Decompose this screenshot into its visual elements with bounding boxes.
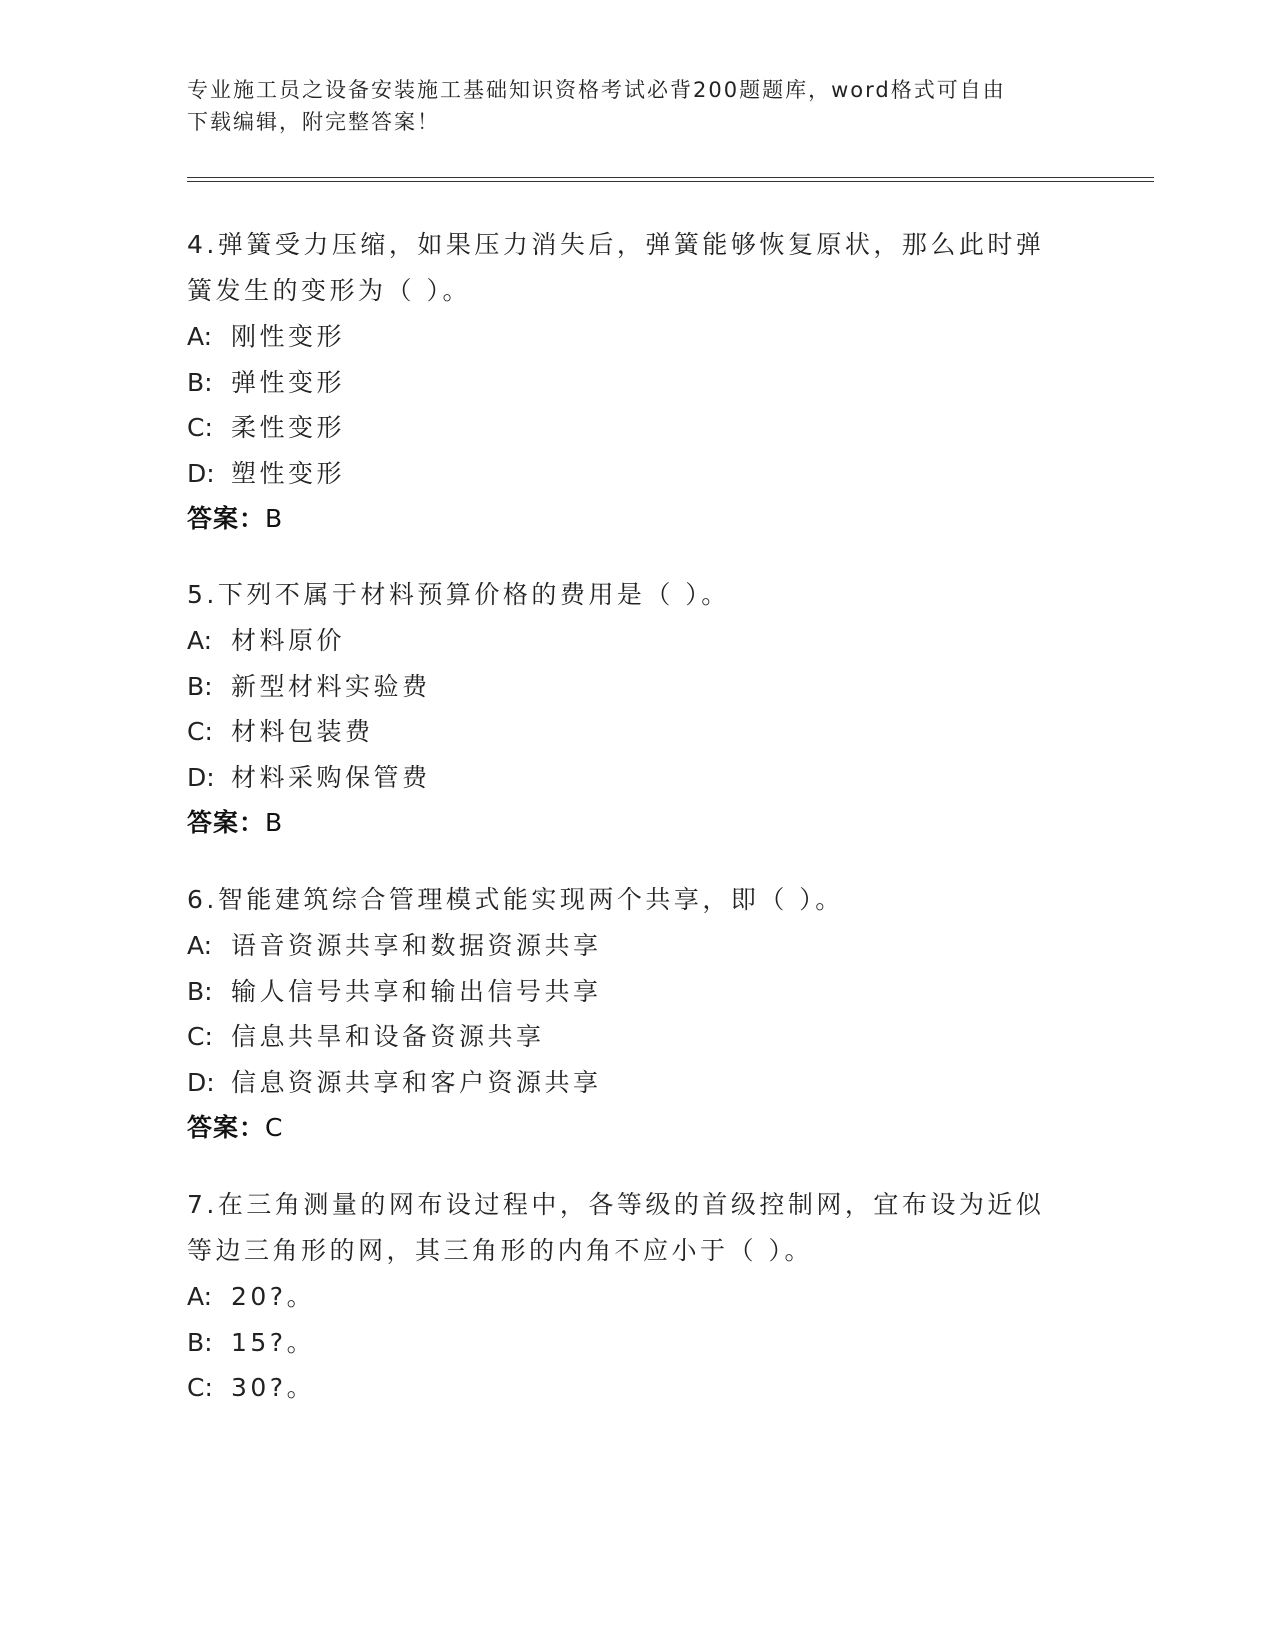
option-letter: D: [187,1067,215,1097]
option-text: 材料包装费 [231,717,374,746]
option-letter: A: [187,931,213,960]
question-5 [187,572,1087,846]
option-text: 刚性变形 [231,322,346,351]
option-letter: A: [187,626,213,655]
option-text: 输人信号共享和输出信号共享 [231,976,602,1006]
option-a [187,1274,1087,1320]
header-divider [187,177,1154,182]
option-letter: C: [187,413,213,442]
answer-label: 答案： [187,1113,266,1142]
option-c [187,1365,1087,1411]
option-text: 新型材料实验费 [231,671,431,701]
option-text: 20?。 [231,1282,316,1311]
question-stem-line: 7.在三角测量的网布设过程中，各等级的首级控制网，宜布设为近似 [187,1190,1045,1219]
option-c [187,709,1087,755]
option-letter: B: [187,1327,213,1357]
option-letter: A: [187,1282,213,1311]
option-a [187,618,1087,664]
answer-line [187,496,1087,542]
document-header [187,74,1067,138]
option-text: 信息资源共享和客户资源共享 [231,1067,602,1097]
question-stem-line: 簧发生的变形为（ ）。 [187,276,471,305]
answer-value: C [265,1113,284,1142]
option-text: 语音资源共享和数据资源共享 [231,931,602,960]
option-c [187,1014,1087,1060]
option-b [187,360,1087,406]
option-d [187,1060,1087,1106]
question-4 [187,222,1087,542]
option-letter: D: [187,762,215,792]
option-b [187,1320,1087,1366]
option-letter: C: [187,1373,213,1402]
question-stem-line: 4.弹簧受力压缩，如果压力消失后，弹簧能够恢复原状，那么此时弹 [187,230,1045,259]
option-text: 塑性变形 [231,458,346,488]
question-7 [187,1182,1087,1411]
question-stem-line: 5.下列不属于材料预算价格的费用是（ ）。 [187,580,730,609]
header-title-line-1: 专业施工员之设备安装施工基础知识资格考试必背200题题库，word格式可自由 [187,78,1006,102]
option-letter: B: [187,976,213,1006]
option-b [187,664,1087,710]
option-text: 信息共旱和设备资源共享 [231,1022,545,1051]
question-stem-line: 等边三角形的网，其三角形的内角不应小于（ ）。 [187,1236,813,1265]
option-text: 30?。 [231,1373,316,1402]
option-text: 柔性变形 [231,413,346,442]
option-letter: B: [187,367,213,397]
option-d [187,755,1087,801]
option-letter: C: [187,1022,213,1051]
option-text: 材料原价 [231,626,346,655]
option-d [187,451,1087,497]
header-title-line-2: 下载编辑，附完整答案！ [187,110,440,134]
answer-value: B [265,504,284,533]
question-6 [187,877,1087,1151]
option-a [187,314,1087,360]
option-letter: D: [187,458,215,488]
answer-line [187,1105,1087,1151]
answer-label: 答案： [187,504,266,533]
option-c [187,405,1087,451]
option-text: 弹性变形 [231,367,346,397]
answer-line [187,800,1087,846]
option-text: 15?。 [231,1327,316,1357]
option-text: 材料采购保管费 [231,762,431,792]
option-letter: A: [187,322,213,351]
option-letter: B: [187,671,213,701]
option-a [187,923,1087,969]
answer-label: 答案： [187,808,266,837]
answer-value: B [265,808,284,837]
option-b [187,969,1087,1015]
option-letter: C: [187,717,213,746]
question-stem-line: 6.智能建筑综合管理模式能实现两个共享，即（ ）。 [187,885,844,914]
